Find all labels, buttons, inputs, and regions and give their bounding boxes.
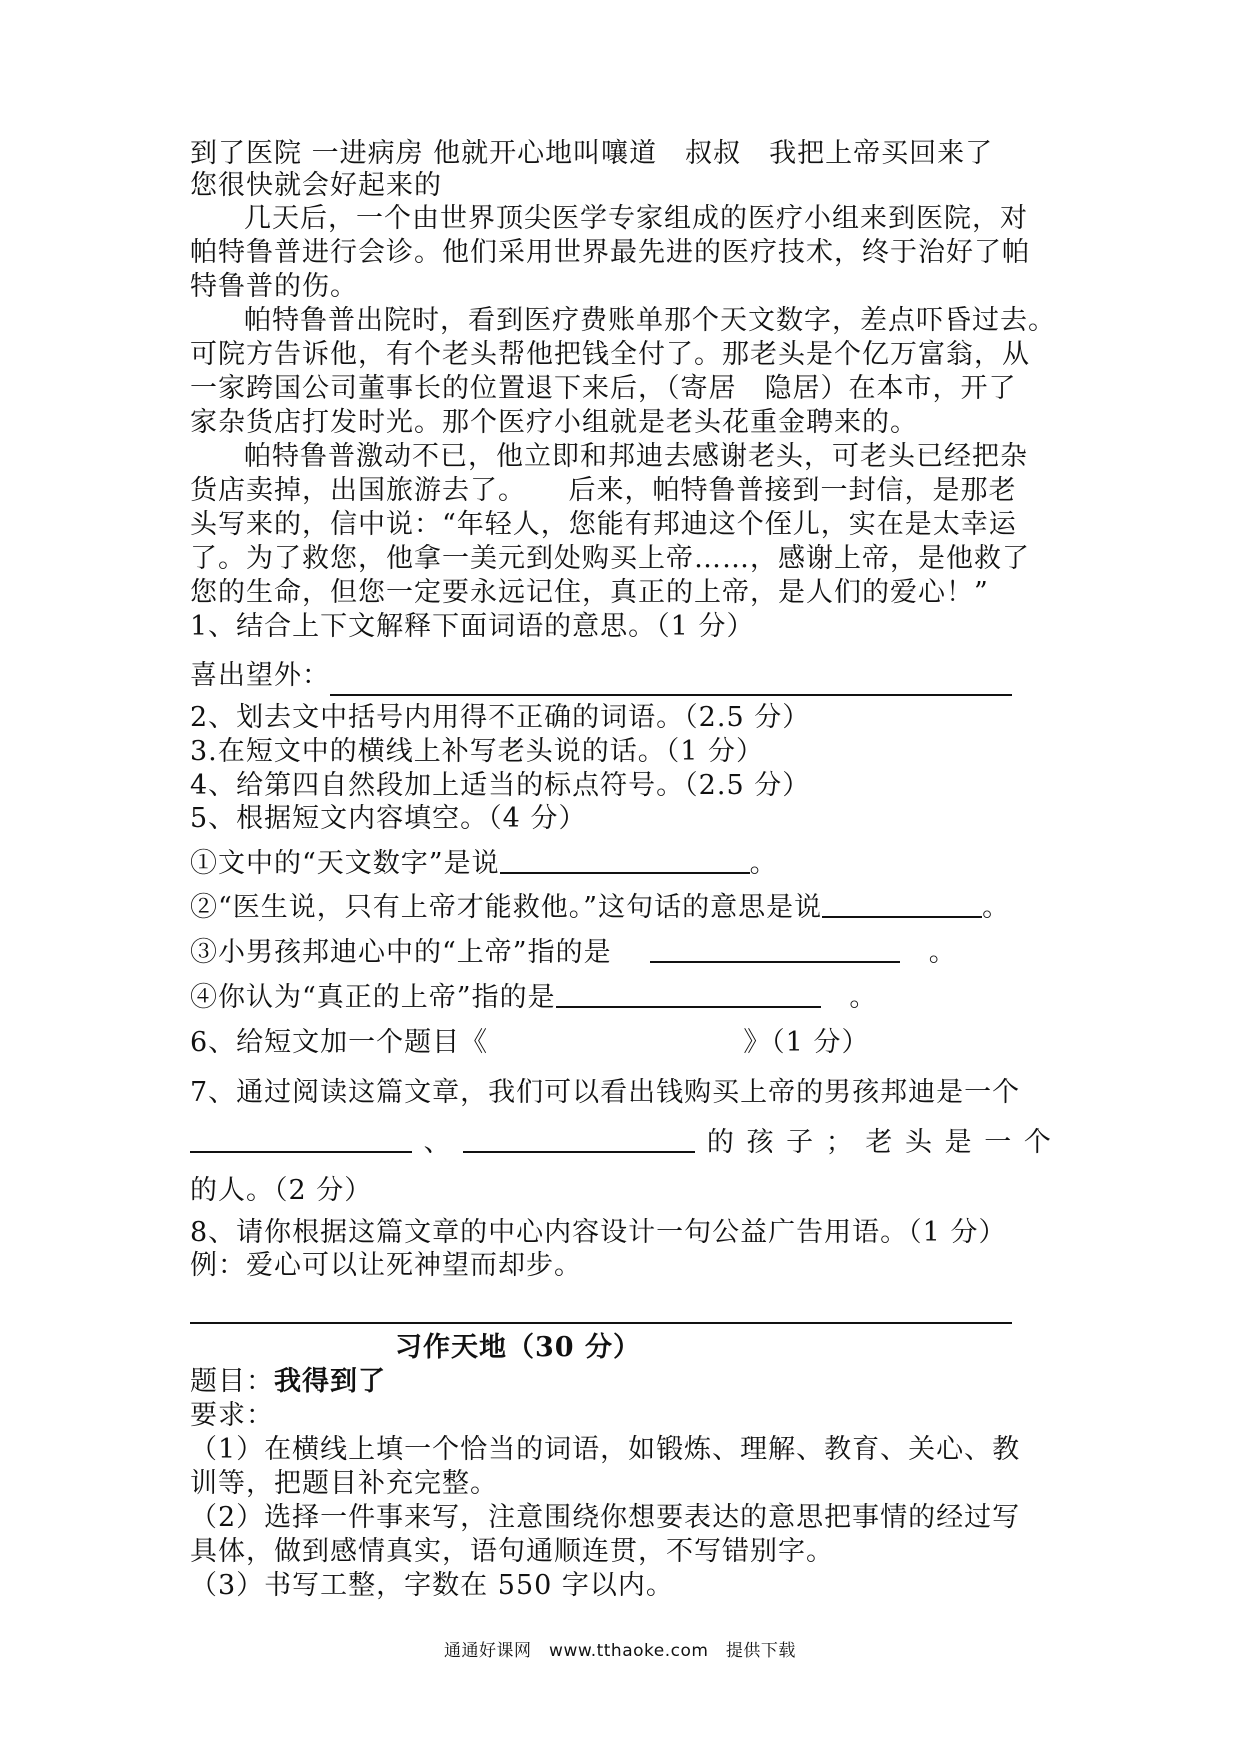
question-3: 3.在短文中的横线上补写老头说的话。（1 分） (190, 736, 765, 767)
composition-heading: 习作天地（30 分） (395, 1332, 641, 1363)
composition-title (190, 1366, 1070, 1398)
requirement-1: （1）在横线上填一个恰当的词语，如锻炼、理解、教育、关心、教 (190, 1434, 1021, 1465)
composition-title-label: 题目： (190, 1366, 274, 1397)
answer-blank-q5-4[interactable] (556, 982, 821, 1008)
answer-blank-q5-1[interactable] (500, 848, 750, 874)
requirement-2-cont: 具体，做到感情真实，语句通顺连贯，不写错别字。 (190, 1536, 834, 1567)
requirement-1-cont: 训等，把题目补充完整。 (190, 1468, 498, 1499)
footer-credit: 通通好课网 www.tthaoke.com 提供下载 (444, 1641, 796, 1661)
story-line: 到了医院 一进病房 他就开心地叫嚷道 叔叔 我把上帝买回来了 (190, 138, 994, 169)
story-line: 了。为了救您，他拿一美元到处购买上帝……，感谢上帝，是他救了 (190, 543, 1030, 574)
answer-blank-q5-2[interactable] (822, 892, 982, 918)
story-line: 一家跨国公司董事长的位置退下来后，（寄居 隐居）在本市，开了 (190, 373, 1017, 404)
question-5-2-text: ②“医生说，只有上帝才能救他。”这句话的意思是说 (190, 892, 823, 923)
story-line: 您很快就会好起来的 (190, 170, 442, 201)
question-5-3-end: 。 (928, 937, 957, 968)
question-7-char: 子 (786, 1127, 815, 1158)
question-5-4 (190, 982, 1070, 1014)
requirement-2: （2）选择一件事来写，注意围绕你想要表达的意思把事情的经过写 (190, 1502, 1021, 1533)
question-5: 5、根据短文内容填空。（4 分） (190, 803, 587, 834)
question-5-1-end: 。 (749, 848, 778, 879)
question-7-line-2 (190, 1127, 1052, 1159)
answer-blank-q7-b[interactable] (463, 1127, 695, 1153)
question-7-separator: 、 (423, 1127, 452, 1158)
question-1: 1、结合上下文解释下面词语的意思。（1 分） (190, 611, 755, 642)
question-6-text: 6、给短文加一个题目《 (190, 1027, 489, 1058)
question-5-4-text: ④你认为“真正的上帝”指的是 (190, 982, 556, 1013)
story-line: 货店卖掉，出国旅游去了。 后来，帕特鲁普接到一封信，是那老 (190, 475, 1017, 506)
question-6-end: 》（1 分） (743, 1027, 870, 1058)
story-line: 帕特鲁普进行会诊。他们采用世界最先进的医疗技术，终于治好了帕 (190, 237, 1030, 268)
composition-title-text: 我得到了 (274, 1366, 386, 1397)
question-5-2 (190, 892, 1070, 924)
composition-requirements-label: 要求： (190, 1400, 274, 1431)
question-7-line-3: 的人。（2 分） (190, 1175, 373, 1206)
question-4: 4、给第四自然段加上适当的标点符号。（2.5 分） (190, 770, 811, 801)
story-line: 几天后，一个由世界顶尖医学专家组成的医疗小组来到医院，对 (244, 203, 1028, 234)
question-8: 8、请你根据这篇文章的中心内容设计一句公益广告用语。（1 分） (190, 1217, 1007, 1248)
story-line: 家杂货店打发时光。那个医疗小组就是老头花重金聘来的。 (190, 407, 918, 438)
question-5-1 (190, 848, 1070, 880)
answer-line-q8[interactable] (190, 1322, 1012, 1324)
question-1-word (190, 660, 1070, 692)
question-1-word-label: 喜出望外： (190, 660, 330, 691)
question-7-char: 个 (1023, 1127, 1052, 1158)
requirement-3: （3）书写工整，字数在 550 字以内。 (190, 1570, 674, 1601)
story-line: 帕特鲁普出院时，看到医疗费账单那个天文数字，差点吓昏过去。 (244, 305, 1056, 336)
question-7-char: 头 (905, 1127, 933, 1158)
question-2: 2、划去文中括号内用得不正确的词语。（2.5 分） (190, 702, 811, 733)
question-7-char: 老 (865, 1127, 894, 1158)
answer-blank-q7-a[interactable] (190, 1127, 412, 1153)
question-5-2-end: 。 (982, 892, 1011, 923)
answer-blank-q5-3[interactable] (650, 937, 900, 963)
question-5-3 (190, 937, 1070, 969)
story-line: 可院方告诉他，有个老头帮他把钱全付了。那老头是个亿万富翁，从 (190, 339, 1030, 370)
question-8-example: 例：爱心可以让死神望而却步。 (190, 1250, 582, 1281)
question-7-char: 孩 (746, 1127, 775, 1158)
story-line: 您的生命，但您一定要永远记住，真正的上帝，是人们的爱心！” (190, 577, 989, 608)
question-5-3-text: ③小男孩邦迪心中的“上帝”指的是 (190, 937, 612, 968)
question-7-char: 的 (706, 1127, 735, 1158)
story-line: 头写来的，信中说：“年轻人，您能有邦迪这个侄儿，实在是太幸运 (190, 509, 1017, 540)
question-7-char: 一 (984, 1127, 1013, 1158)
question-7-char: ； (825, 1127, 854, 1158)
answer-line-q1[interactable] (330, 694, 1012, 696)
question-7-char: 是 (944, 1127, 973, 1158)
question-5-4-end: 。 (849, 982, 878, 1013)
question-6 (190, 1027, 1070, 1059)
question-5-1-text: ①文中的“天文数字”是说 (190, 848, 500, 879)
story-line: 帕特鲁普激动不已，他立即和邦迪去感谢老头，可老头已经把杂 (244, 441, 1028, 472)
story-line: 特鲁普的伤。 (190, 271, 358, 302)
question-7-line-1: 7、通过阅读这篇文章，我们可以看出钱购买上帝的男孩邦迪是一个 (190, 1077, 1021, 1108)
